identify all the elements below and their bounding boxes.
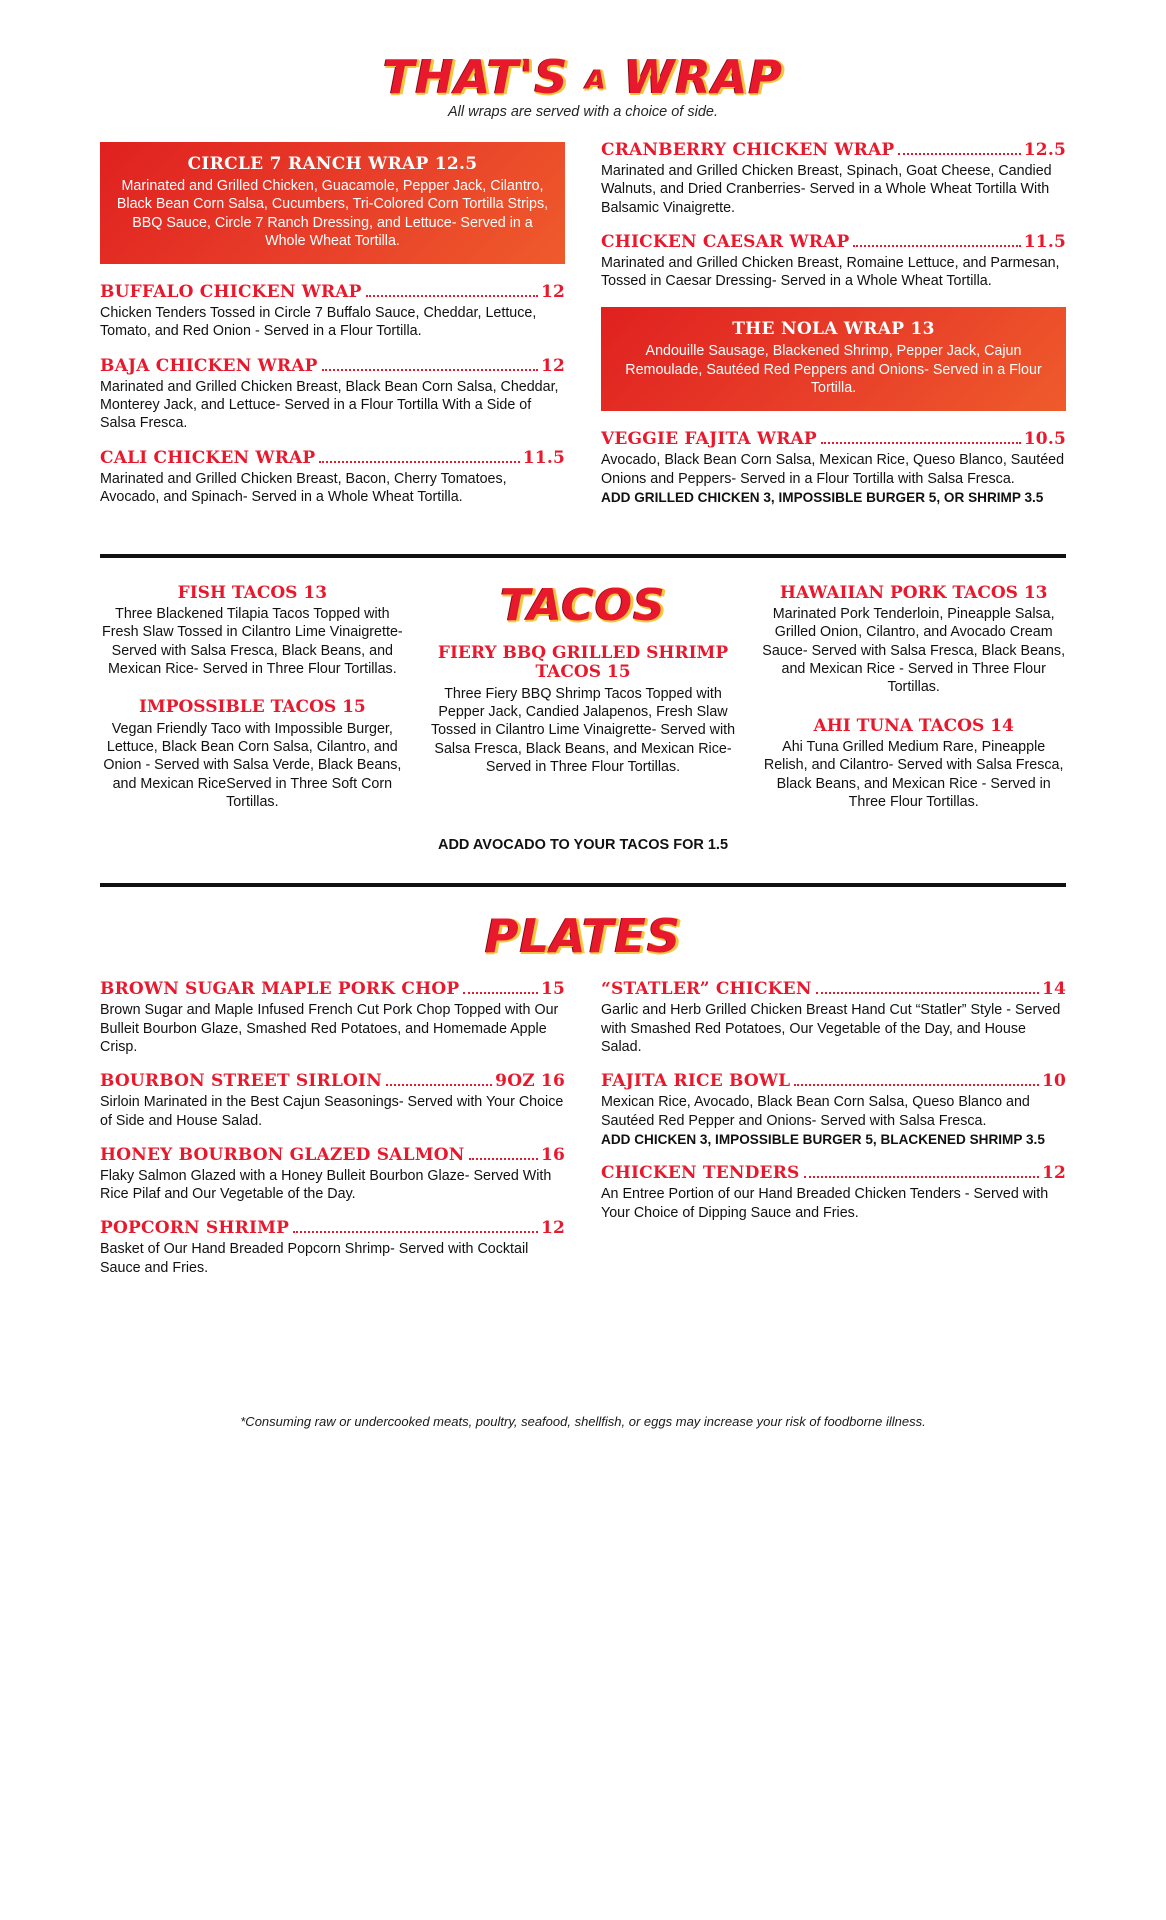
item-price: 12.5	[1023, 140, 1066, 160]
item-header	[100, 1073, 565, 1091]
item-header	[100, 447, 565, 468]
item-name: HAWAIIAN PORK TACOS 13	[779, 582, 1048, 603]
item-name: VEGGIE FAJITA WRAP	[601, 431, 817, 450]
leader-dots	[794, 1083, 1039, 1086]
menu-item	[100, 355, 565, 433]
item-price: 10	[1041, 1071, 1066, 1092]
section-divider	[100, 883, 1066, 887]
menu-item	[601, 1073, 1066, 1148]
leader-dots	[821, 441, 1021, 444]
item-name: IMPOSSIBLE TACOS 15	[138, 697, 366, 718]
item-name: “STATLER” CHICKEN	[601, 981, 812, 1000]
item-description: Three Fiery BBQ Shrimp Tacos Topped with Pepper Jack, Candied Jalapenos, Fresh Slaw Tossed in Cilantro Lime Vinaigrette- Served with Salsa Fresca, Black Beans, and Mexican Rice- Served in Three Flour Tortillas.	[430, 685, 736, 775]
section-divider	[100, 554, 1066, 558]
item-name: BOURBON STREET SIRLOIN	[100, 1073, 382, 1092]
item-name: CHICKEN TENDERS	[601, 1165, 800, 1184]
menu-item-featured	[100, 142, 565, 264]
item-price: 12	[540, 282, 565, 303]
item-description: Ahi Tuna Grilled Medium Rare, Pineapple Relish, and Cilantro- Served with Salsa Fresca, Black Beans, and Mexican Rice - Served in Three Flour Tortillas.	[763, 739, 1064, 811]
plates-right-column	[601, 981, 1066, 1239]
item-price: 11.5	[1023, 231, 1066, 252]
menu-item	[601, 231, 1066, 291]
section-title-wraps	[100, 50, 1066, 104]
item-header	[100, 284, 565, 302]
item-price: 12	[1041, 1163, 1066, 1184]
item-addons: ADD GRILLED CHICKEN 3, IMPOSSIBLE BURGER 5, OR SHRIMP 3.5	[601, 489, 1044, 505]
item-name: CRANBERRY CHICKEN WRAP	[601, 142, 895, 160]
item-header	[601, 231, 1066, 252]
item-description: Sirloin Marinated in the Best Cajun Seasonings- Served with Your Choice of Side and House Salad.	[100, 1094, 564, 1129]
leader-dots	[319, 460, 519, 463]
menu-item	[100, 981, 565, 1056]
item-description: Marinated and Grilled Chicken Breast, Bacon, Cherry Tomatoes, Avocado, and Spinach- Served in a Whole Wheat Tortilla.	[100, 470, 507, 505]
item-name: THE NOLA WRAP 13	[732, 319, 935, 340]
menu-item	[100, 698, 405, 811]
leader-dots	[463, 991, 538, 994]
item-header	[601, 142, 1066, 160]
menu-item	[601, 142, 1066, 217]
item-name: FISH TACOS 13	[177, 582, 328, 603]
item-header	[601, 981, 1066, 999]
menu-item-featured	[601, 307, 1066, 411]
item-name: HONEY BOURBON GLAZED SALMON	[100, 1146, 465, 1165]
leader-dots	[322, 368, 538, 371]
item-description: Three Blackened Tilapia Tacos Topped with Fresh Slaw Tossed in Cilantro Lime Vinaigrette- Served with Salsa Fresca, Black Beans, and Mexican Rice- Served in Three Flour Tortillas.	[102, 606, 403, 677]
menu-item	[761, 584, 1066, 697]
item-header	[601, 1073, 1066, 1091]
item-description: Andouille Sausage, Blackened Shrimp, Pepper Jack, Cajun Remoulade, Sautéed Red Peppers and Onions- Served in a Flour Tortilla.	[625, 343, 1042, 397]
item-description: Marinated and Grilled Chicken Breast, Spinach, Goat Cheese, Candied Walnuts, and Dried Cranberries- Served in a Whole Wheat Tortilla With Balsamic Vinaigrette.	[601, 163, 1052, 216]
item-name: FAJITA RICE BOWL	[601, 1073, 791, 1092]
leader-dots	[293, 1230, 538, 1233]
item-description: Brown Sugar and Maple Infused French Cut Pork Chop Topped with Our Bulleit Bourbon Glaze, Smashed Red Potatoes, and Homemade Apple Crisp.	[100, 1002, 559, 1055]
item-name: POPCORN SHRIMP	[100, 1220, 290, 1239]
item-header	[100, 1144, 565, 1165]
wraps-title-part2: A	[585, 65, 607, 96]
wraps-subtitle: All wraps are served with a choice of side.	[448, 104, 718, 120]
wraps-right-column	[601, 142, 1066, 524]
item-description: An Entree Portion of our Hand Breaded Chicken Tenders - Served with Your Choice of Dipping Sauce and Fries.	[601, 1186, 1049, 1221]
item-price: 9OZ 16	[495, 1071, 565, 1092]
tacos-addon-note: ADD AVOCADO TO YOUR TACOS FOR 1.5	[437, 837, 729, 854]
item-name: CHICKEN CAESAR WRAP	[601, 233, 850, 252]
item-description: Marinated and Grilled Chicken Breast, Black Bean Corn Salsa, Cheddar, Monterey Jack, and Lettuce- Served in a Flour Tortilla With a Side of Salsa Fresca.	[100, 378, 559, 432]
leader-dots	[898, 152, 1020, 155]
wraps-title-part3: WRAP	[623, 50, 784, 104]
menu-item	[761, 717, 1066, 812]
item-description: Avocado, Black Bean Corn Salsa, Mexican Rice, Queso Blanco, Sautéed Onions and Peppers- Served in a Flour Tortilla with Salsa Fresca.	[601, 452, 1065, 487]
menu-item	[100, 447, 565, 507]
item-description: Flaky Salmon Glazed with a Honey Bulleit Bourbon Glaze- Served With Rice Pilaf and Our Vegetable of the Day.	[100, 1167, 552, 1203]
leader-dots	[386, 1083, 492, 1086]
menu-item	[100, 584, 405, 679]
item-price: 14	[1041, 979, 1066, 1000]
wraps-left-column	[100, 142, 565, 523]
item-price: 12	[540, 355, 565, 376]
item-description: Marinated and Grilled Chicken Breast, Romaine Lettuce, and Parmesan, Tossed in Caesar Dressing- Served in a Whole Wheat Tortilla.	[601, 254, 1060, 290]
item-name: CALI CHICKEN WRAP	[100, 449, 316, 468]
menu-item	[100, 1144, 565, 1204]
item-price: 10.5	[1023, 429, 1066, 450]
item-price: 15	[540, 979, 565, 1000]
item-name: AHI TUNA TACOS 14	[813, 715, 1014, 736]
item-description: Basket of Our Hand Breaded Popcorn Shrimp- Served with Cocktail Sauce and Fries.	[100, 1241, 529, 1276]
item-description: Chicken Tenders Tossed in Circle 7 Buffalo Sauce, Cheddar, Lettuce, Tomato, and Red Onion - Served in a Flour Tortilla.	[100, 305, 537, 340]
plates-left-column	[100, 981, 565, 1294]
tacos-right-column	[761, 584, 1066, 832]
item-header	[601, 431, 1066, 449]
leader-dots	[816, 991, 1039, 994]
item-header	[601, 1165, 1066, 1183]
item-price: 12	[540, 1218, 565, 1239]
footer-disclaimer: *Consuming raw or undercooked meats, poultry, seafood, shellfish, or eggs may increase your risk of foodborne illness.	[240, 1413, 926, 1429]
menu-item	[100, 284, 565, 341]
item-description: Garlic and Herb Grilled Chicken Breast Hand Cut “Statler” Style - Served with Smashed Red Potatoes, Our Vegetable of the Day, and House Salad.	[601, 1002, 1061, 1055]
item-addons: ADD CHICKEN 3, IMPOSSIBLE BURGER 5, BLACKENED SHRIMP 3.5	[601, 1131, 1045, 1147]
item-header	[100, 1220, 565, 1238]
wraps-title-part1: THAT'S	[382, 50, 569, 104]
item-price: 16	[540, 1144, 565, 1165]
menu-item	[100, 1220, 565, 1277]
plates-columns	[100, 981, 1066, 1294]
item-description: Vegan Friendly Taco with Impossible Burger, Lettuce, Black Bean Corn Salsa, Cilantro, and Onion - Served with Salsa Verde, Black Beans, and Mexican RiceServed in Three Soft Corn Tortillas.	[103, 720, 402, 811]
item-price: 11.5	[522, 447, 565, 468]
item-description: Marinated Pork Tenderloin, Pineapple Salsa, Grilled Onion, Cilantro, and Avocado Cream Sauce- Served with Salsa Fresca, Black Beans, and Mexican Rice - Served in Three Flour Tortillas.	[762, 606, 1066, 696]
menu-item	[100, 1073, 565, 1130]
item-name: FIERY BBQ GRILLED SHRIMP TACOS 15	[437, 642, 729, 683]
item-name: CIRCLE 7 RANCH WRAP 12.5	[187, 154, 478, 174]
item-header	[100, 355, 565, 376]
leader-dots	[366, 294, 538, 297]
menu-item	[431, 644, 736, 777]
leader-dots	[804, 1175, 1039, 1178]
wraps-columns	[100, 142, 1066, 524]
item-description: Mexican Rice, Avocado, Black Bean Corn Salsa, Queso Blanco and Sautéed Red Pepper and Onions- Served with Salsa Fresca.	[601, 1094, 1030, 1129]
tacos-left-column	[100, 584, 405, 832]
menu-item	[601, 981, 1066, 1056]
tacos-center-column	[430, 579, 736, 797]
leader-dots	[469, 1157, 538, 1160]
section-title-tacos: TACOS	[500, 579, 666, 631]
leader-dots	[853, 244, 1020, 247]
tacos-columns	[100, 579, 1066, 832]
item-name: BROWN SUGAR MAPLE PORK CHOP	[100, 981, 460, 1000]
item-header	[100, 981, 565, 999]
item-name: BAJA CHICKEN WRAP	[100, 357, 318, 376]
item-name: BUFFALO CHICKEN WRAP	[100, 284, 362, 303]
item-description: Marinated and Grilled Chicken, Guacamole, Pepper Jack, Cilantro, Black Bean Corn Salsa, Cucumbers, Tri-Colored Corn Tortilla Strips, BBQ Sauce, Circle 7 Ranch Dressing, and Lettuce- Served in a Whole Wheat Tortilla.	[116, 178, 549, 249]
section-title-plates: PLATES	[484, 909, 682, 964]
menu-item	[601, 431, 1066, 506]
menu-item	[601, 1165, 1066, 1222]
